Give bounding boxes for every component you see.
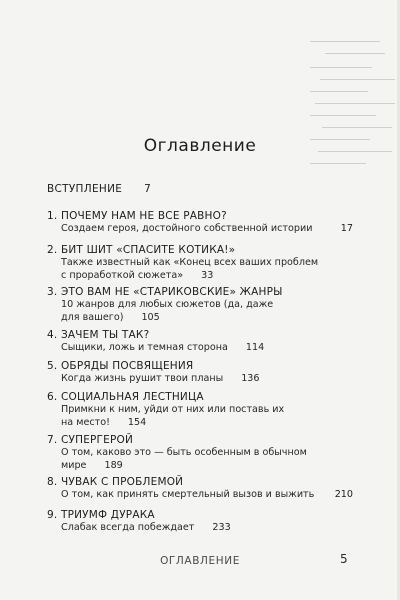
chapter-number: 7.: [47, 434, 58, 446]
chapter-number: 1.: [47, 210, 58, 222]
chapter-number: 2.: [47, 244, 58, 256]
chapter-subtitle: мире: [61, 459, 87, 471]
chapter-subtitle: Сыщики, ложь и темная сторона: [61, 342, 228, 353]
chapter-page: 17: [340, 223, 353, 234]
chapter-number: 5.: [47, 360, 58, 372]
chapter-subtitle: с проработкой сюжета»: [61, 269, 184, 281]
toc-title: Оглавление: [143, 136, 257, 156]
running-footer-title: ОГЛАВЛЕНИЕ: [160, 555, 240, 567]
chapter-subtitle: Создаем героя, достойного собственной истории: [61, 223, 313, 234]
chapter-number: 6.: [47, 391, 58, 403]
chapter-title: ПОЧЕМУ НАМ НЕ ВСЕ РАВНО?: [60, 210, 227, 222]
chapter-number: 4.: [47, 329, 58, 341]
toc-chapter-2[interactable]: [47, 244, 347, 282]
toc-intro-label: ВСТУПЛЕНИЕ: [47, 183, 123, 195]
toc-chapter-4[interactable]: [47, 329, 347, 355]
chapter-number: 8.: [47, 476, 58, 488]
chapter-title: ТРИУМФ ДУРАКА: [60, 509, 155, 521]
chapter-title: СОЦИАЛЬНАЯ ЛЕСТНИЦА: [60, 391, 204, 403]
chapter-page: 210: [334, 489, 353, 500]
chapter-subtitle: Примкни к ним, уйди от них или поставь их: [61, 404, 285, 415]
toc-chapter-5[interactable]: [47, 360, 347, 386]
toc-intro-entry[interactable]: [47, 183, 151, 195]
chapter-page: 105: [141, 311, 160, 323]
chapter-subtitle: Также известный как «Конец всех ваших проблем: [61, 257, 319, 268]
chapter-title: БИТ ШИТ «СПАСИТЕ КОТИКА!»: [60, 244, 236, 256]
chapter-subtitle: для вашего): [61, 311, 124, 323]
chapter-page: 33: [201, 269, 214, 281]
chapter-number: 9.: [47, 509, 58, 521]
chapter-title: ОБРЯДЫ ПОСВЯЩЕНИЯ: [60, 360, 194, 372]
toc-chapter-7[interactable]: [47, 434, 347, 472]
toc-chapter-1[interactable]: [47, 210, 353, 236]
chapter-subtitle: Когда жизнь рушит твои планы: [61, 373, 224, 384]
chapter-title: ЭТО ВАМ НЕ «СТАРИКОВСКИЕ» ЖАНРЫ: [60, 286, 283, 298]
chapter-page: 136: [241, 373, 260, 384]
chapter-page: 233: [212, 522, 231, 533]
toc-chapter-9[interactable]: [47, 509, 347, 535]
chapter-page: 114: [245, 342, 265, 353]
toc-chapter-6[interactable]: [47, 391, 347, 429]
chapter-subtitle: Слабак всегда побеждает: [61, 522, 195, 533]
chapter-subtitle: О том, каково это — быть особенным в обычном: [61, 447, 307, 458]
chapter-title: ЗАЧЕМ ТЫ ТАК?: [60, 329, 150, 341]
chapter-page: 154: [127, 416, 147, 428]
bleed-through-shadow: [270, 33, 400, 178]
chapter-subtitle: О том, как принять смертельный вызов и выжить: [61, 489, 315, 500]
toc-chapter-8[interactable]: [47, 476, 353, 502]
chapter-page: 189: [104, 459, 123, 471]
chapter-number: 3.: [47, 286, 58, 298]
chapter-subtitle: 10 жанров для любых сюжетов (да, даже: [61, 299, 274, 310]
chapter-subtitle: на место!: [61, 416, 110, 428]
toc-chapter-3[interactable]: [47, 286, 347, 324]
toc-intro-page: 7: [144, 183, 152, 195]
page-number: 5: [340, 552, 348, 566]
chapter-title: СУПЕРГЕРОЙ: [60, 434, 134, 446]
chapter-title: ЧУВАК С ПРОБЛЕМОЙ: [60, 476, 184, 488]
